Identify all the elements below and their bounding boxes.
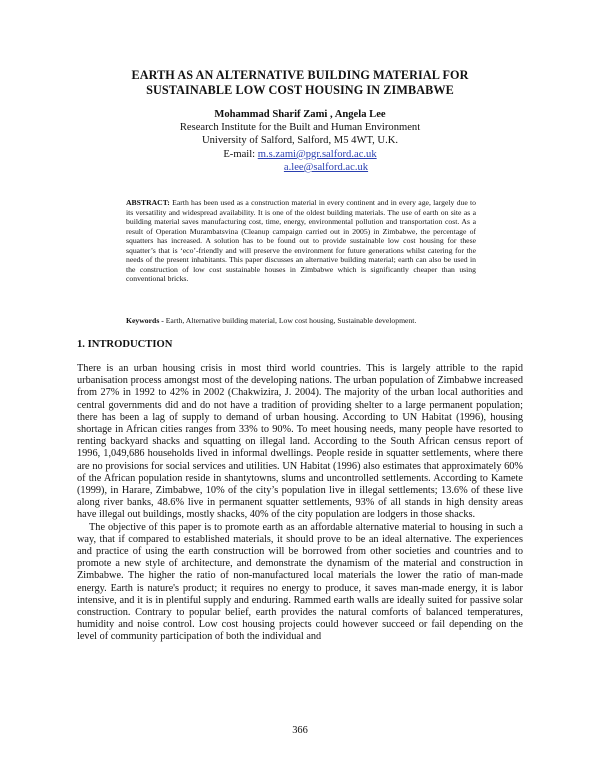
abstract-text: Earth has been used as a construction material in every continent and in every age, largely due to its versatility and widespread availability. It is one of the oldest building materials. The use of earth on site as a building material saves manufacturing cost, time, energy, environmental pollution and transportation cost. As a result of Operation Murambatsvina (Cleanup campaign carried out in 2005) in Zimbabwe, the percentage of squatters has increased. A solution has to be found out to provide sustainable low cost housing for these squatter’s that is ‘eco’-friendly and will preserve the environment for future generations whilst catering for the needs of the present inhabitants. This paper discusses an alternative building material; earth can also be used in the construction of low cost sustainable houses in Zimbabwe which is significantly cheaper than using conventional bricks. [126,198,476,284]
email-line-2 [60,161,540,174]
abstract-label: ABSTRACT: [126,198,170,207]
paragraph-1: There is an urban housing crisis in most third world countries. This is largely attrible to the rapid urbanisation process amongst most of the developing nations. The urban population of Zimbabwe increased from 27% in 1992 to 42% in 2002 (Chakwizira, J. 2004). The majority of the urban local authorities and central governments did and do not have a tradition of providing shelter to a large permanent population; there has been a lag of supply to demand of urban housing. According to UN Habitat (1996), housing shortage in African cities ranges from 33% to 90%. To meet housing needs, many people have resorted to renting backyard shacks and squatting on illegal land. According to the South African census report of 1996, 1,049,686 households lived in informal dwellings. People reside in squatter settlements, where there are no provisions for social services and utilities. UN Habitat (1996) also estimates that approximately 60% of the African population reside in shantytowns, slums and uncontrolled settlements. According to Kamete (1999), in Harare, Zimbabwe, 10% of the city’s population live in illegal settlements; 13.6% of these live along river banks, 48.6% live in permanent squatter settlements, 93% of all stands in high density areas have illegal out buildings, mostly shacks, 40% of the city population are lodgers in those shacks. [77,363,523,521]
author-block [60,108,540,174]
title-line-1: EARTH AS AN ALTERNATIVE BUILDING MATERIAL FOR [131,68,469,82]
title-line-2: SUSTAINABLE LOW COST HOUSING IN ZIMBABWE [146,83,454,97]
email-link-lee[interactable]: a.lee@salford.ac.uk [283,161,369,173]
page-number: 366 [292,725,308,736]
keywords-text: Earth, Alternative building material, Low cost housing, Sustainable development. [165,316,417,325]
keywords-label: Keywords - [126,316,166,325]
abstract [126,198,476,284]
affiliation-university: University of Salford, Salford, M5 4WT, U.K. [201,135,399,147]
affiliation-institute: Research Institute for the Built and Human Environment [179,122,421,134]
author-names: Mohammad Sharif Zami , Angela Lee [214,109,386,120]
paragraph-2: The objective of this paper is to promote earth as an affordable alternative material to housing in such a way, that if compared to established materials, it should prove to be an ideal alternative. The experiences and practice of using the earth construction will be borrowed from other societies and countries and to promote a new style of architecture, and demonstrate the dynamism of the material and construction in Zimbabwe. The higher the ratio of non-manufactured local materials the lower the ratio of man-made energy. Earth is nature's product; it requires no energy to produce, it saves man-made energy, it is labor intensive, and it is in plentiful supply and enduring. Rammed earth walls are ideally suited for passive solar construction. Contrary to popular belief, earth provides the natural comforts of balanced temperatures, humidity and noise control. Low cost housing projects could however succeed or fail depending on the level of community participation of both the individual and [77,521,523,643]
email-link-zami[interactable]: m.s.zami@pgr.salford.ac.uk [257,148,377,160]
body-text [77,363,523,644]
email-label: E-mail: [223,148,258,160]
keywords [126,316,486,326]
paper-title [60,68,540,98]
section-heading: 1. INTRODUCTION [77,339,173,350]
email-line [60,148,540,161]
